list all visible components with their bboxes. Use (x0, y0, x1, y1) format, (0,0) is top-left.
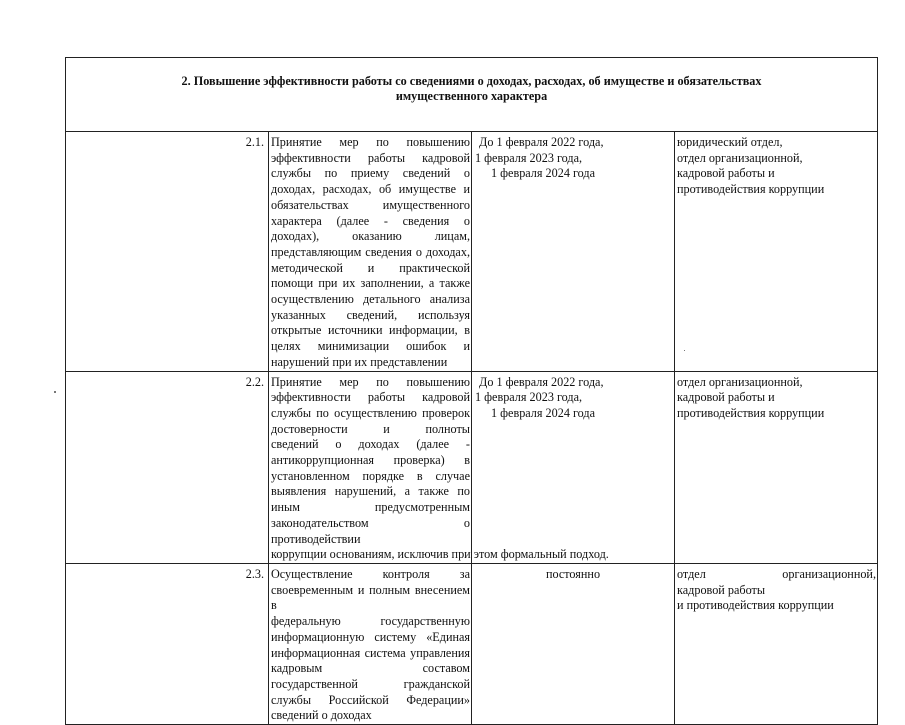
text-line: Осуществление контроля за своевременным и полным внесением в (271, 566, 470, 613)
text-line: сведений о доходах (далее - антикоррупционная проверка) в (271, 437, 470, 468)
row-deadline (472, 563, 675, 724)
scan-speck (54, 391, 56, 393)
table-row (66, 371, 878, 563)
text-line: доходах), оказанию лицам, представляющим сведения о доходах, (271, 229, 470, 259)
text-line: методической и практической помощи при их заполнении, а также (271, 260, 470, 291)
date-line: До 1 февраля 2022 года, (479, 374, 604, 389)
text-line: федеральную государственную информационную систему «Единая (271, 614, 470, 644)
dept-line: кадровой работы и (677, 390, 775, 405)
document-table (65, 57, 878, 725)
dept-line: юридический отдел, (677, 135, 783, 149)
row-measure-text (269, 563, 472, 724)
text-line: службы по приему сведений о доходах, расходах, об имуществе и (271, 166, 470, 197)
dept-line: кадровой работы и (677, 166, 775, 181)
scan-speck (684, 350, 685, 351)
dept-line: противодействия коррупции (677, 182, 825, 197)
section-header (66, 58, 878, 132)
dept-line: отдел организационной, (677, 566, 876, 581)
row-responsible (675, 371, 878, 563)
section-title-line-2: имущественного характера (395, 89, 548, 103)
row-responsible (675, 132, 878, 372)
date-line: 1 февраля 2023 года, (475, 390, 583, 405)
row-number: 2.1. (66, 132, 269, 372)
section-header-row (66, 58, 878, 132)
date-line: До 1 февраля 2022 года, (479, 135, 604, 149)
text-line: информационная система управления кадровым составом (271, 645, 470, 676)
row-number: 2.3. (66, 563, 269, 724)
text-line: Принятие мер по повышению эффективности работы кадровой (271, 374, 470, 405)
table-row (66, 563, 878, 724)
text-line: осуществлению детального анализа указанных сведений, используя (271, 292, 470, 322)
date-line: 1 февраля 2024 года (491, 405, 596, 420)
row-deadline (472, 371, 675, 563)
text-line: установленном порядке в случае выявления нарушений, а также по (271, 468, 470, 499)
section-title-line-1: 2. Повышение эффективности работы со сведениями о доходах, расходах, об имуществе и обязательствах (181, 74, 762, 88)
dept-line: и противодействия коррупции (677, 598, 834, 613)
text-line: сведений о доходах (271, 708, 372, 723)
text-line: открытые источники информации, в целях минимизации ошибок и (271, 323, 470, 354)
text-line: нарушений при их представлении (271, 354, 448, 369)
dept-line: противодействия коррупции (677, 405, 825, 420)
date-line: 1 февраля 2023 года, (475, 150, 583, 165)
text-line: службы по осуществлению проверок достоверности и полноты (271, 405, 470, 436)
row-measure-text (269, 132, 472, 372)
dept-line: отдел организационной, (677, 150, 803, 165)
row-number: 2.2. (66, 371, 269, 563)
text-line: иным предусмотренным законодательством о противодействии (271, 500, 470, 546)
text-line: Принятие мер по повышению эффективности работы кадровой (271, 135, 470, 165)
date-line: 1 февраля 2024 года (491, 166, 596, 181)
text-line: обязательствах имущественного характера (далее - сведения о (271, 197, 470, 228)
row-deadline (472, 132, 675, 372)
dept-line: кадровой работы (677, 582, 766, 597)
table-row (66, 132, 878, 372)
row-responsible (675, 563, 878, 724)
text-line: коррупции основаниям, исключив при этом формальный подход. (271, 547, 609, 562)
date-line: постоянно (545, 566, 601, 581)
text-line: государственной гражданской службы Российской Федерации» (271, 676, 470, 707)
dept-line: отдел организационной, (677, 374, 803, 389)
